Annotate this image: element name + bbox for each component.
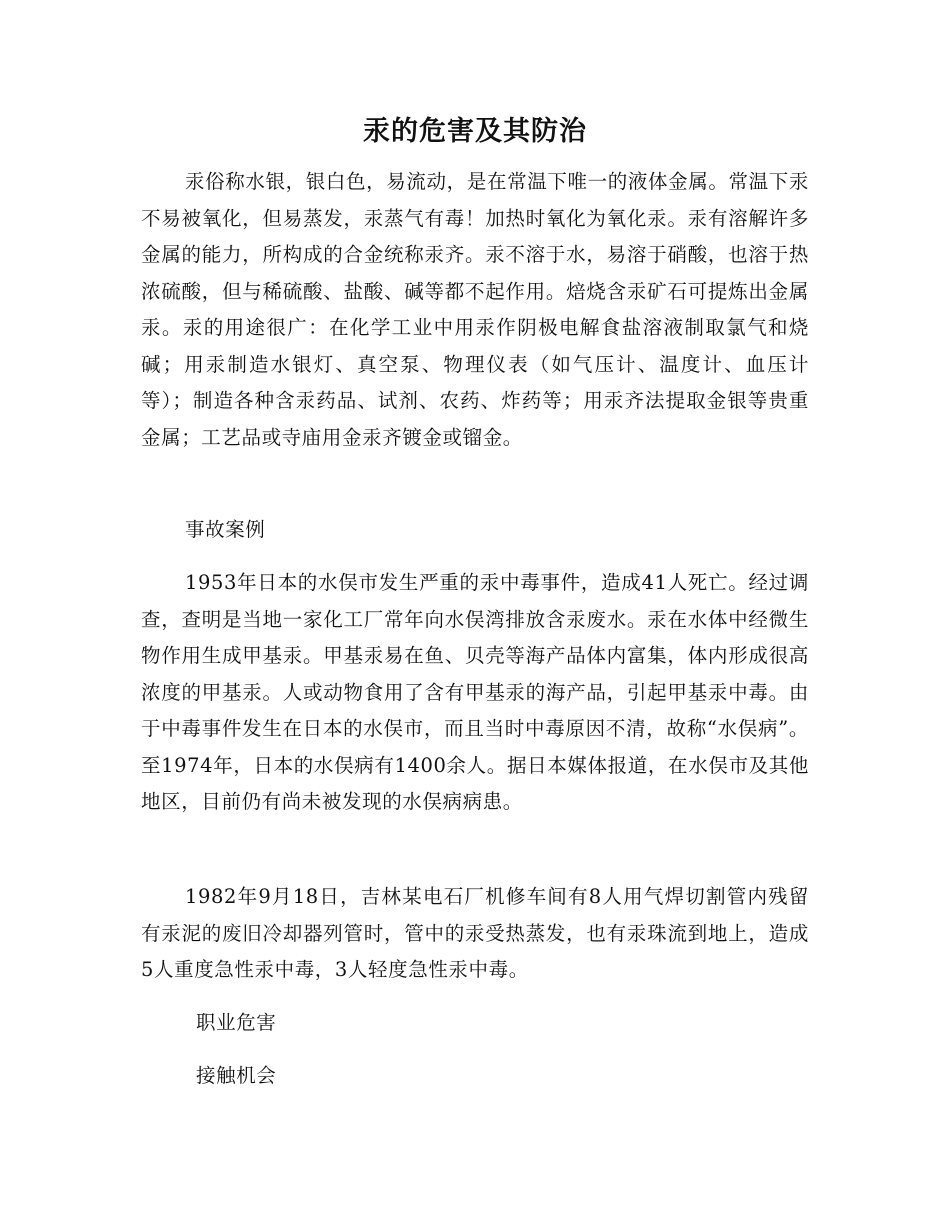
paragraph-minamata-case: 1953年日本的水俣市发生严重的汞中毒事件，造成41人死亡。经过调查，查明是当地一家化工厂常年向水俣湾排放含汞废水。汞在水体中经微生物作用生成甲基汞。甲基汞易在鱼、贝壳等海产品体内富集，体内形成很高浓度的甲基汞。人或动物食用了含有甲基汞的海产品，引起甲基汞中毒。由于中毒事件发生在日本的水俣市，而且当时中毒原因不清，故称“水俣病”。至1974年，日本的水俣病有1400余人。据日本媒体报道，在水俣市及其他地区，目前仍有尚未被发现的水俣病病患。 bbox=[141, 571, 809, 813]
document-title: 汞的危害及其防治 bbox=[363, 116, 587, 147]
heading-occupational-hazard: 职业危害 bbox=[196, 1011, 277, 1034]
heading-accident-cases: 事故案例 bbox=[185, 518, 266, 541]
heading-exposure-opportunity: 接触机会 bbox=[196, 1064, 277, 1087]
paragraph-jilin-case: 1982年9月18日，吉林某电石厂机修车间有8人用气焊切割管内残留有汞泥的废旧冷却器列管时，管中的汞受热蒸发，也有汞珠流到地上，造成5人重度急性汞中毒，3人轻度急性汞中毒。 bbox=[141, 885, 809, 981]
paragraph-mercury-properties: 汞俗称水银，银白色，易流动，是在常温下唯一的液体金属。常温下汞不易被氧化，但易蒸发，汞蒸气有毒！加热时氧化为氧化汞。汞有溶解许多金属的能力，所构成的合金统称汞齐。汞不溶于水，易溶于硝酸，也溶于热浓硫酸，但与稀硫酸、盐酸、碱等都不起作用。焙烧含汞矿石可提炼出金属汞。汞的用途很广：在化学工业中用汞作阴极电解食盐溶液制取氯气和烧碱；用汞制造水银灯、真空泵、物理仪表（如气压计、温度计、血压计等）；制造各种含汞药品、试剂、农药、炸药等；用汞齐法提取金银等贵重金属；工艺品或寺庙用金汞齐镀金或镏金。 bbox=[141, 170, 809, 449]
